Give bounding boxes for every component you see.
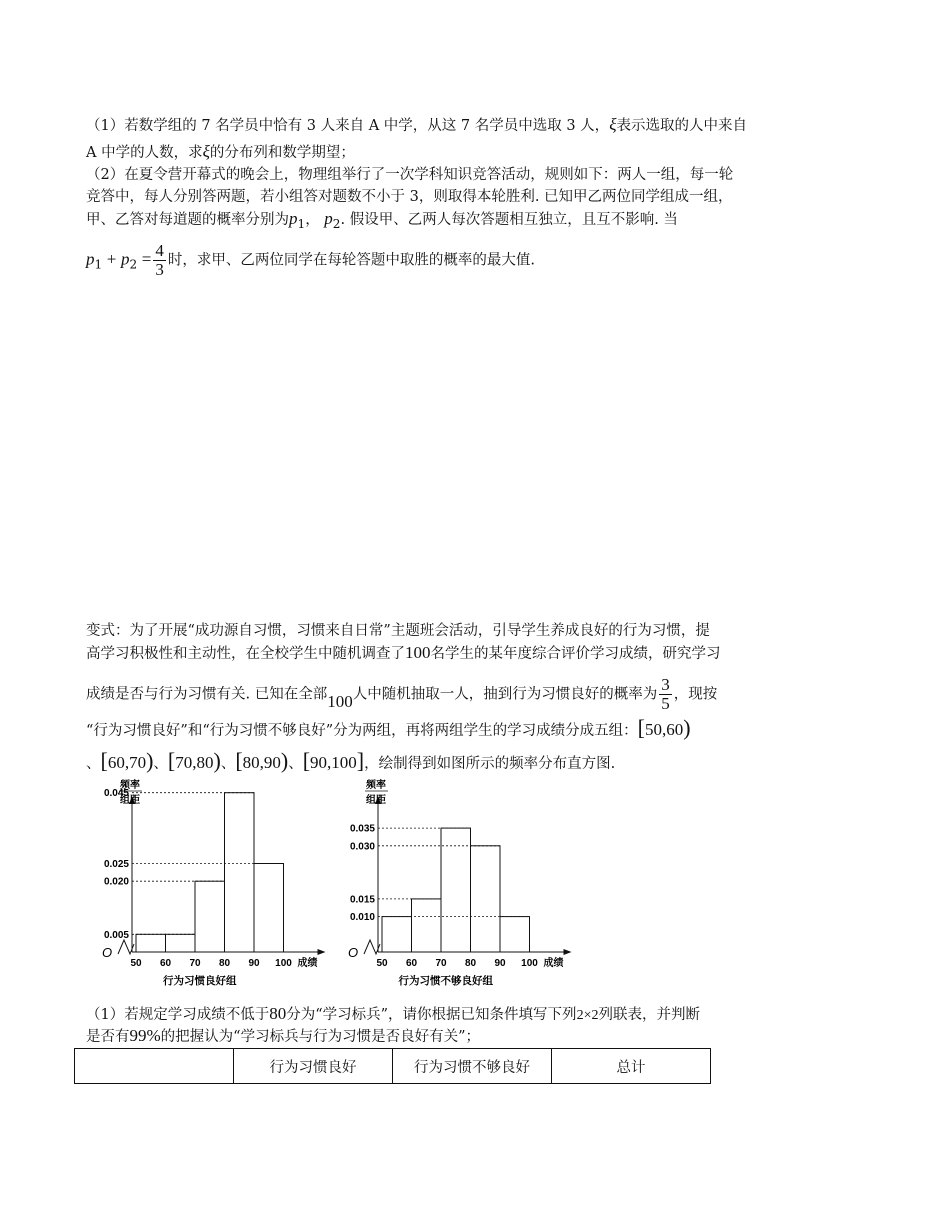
origin-label: O xyxy=(348,945,359,960)
histogram-bar xyxy=(136,934,166,952)
ytick-label: 0.015 xyxy=(349,894,375,906)
histogram-bar xyxy=(471,846,501,952)
ylabel-top: 频率 xyxy=(120,780,140,791)
histogram-bar xyxy=(166,934,196,952)
ytick-label: 0.005 xyxy=(103,929,129,941)
ytick-label: 0.045 xyxy=(103,788,129,800)
histogram-bar xyxy=(225,793,255,952)
xi-symbol: ξ xyxy=(609,115,617,134)
problem1-line2: A 中学的人数，求ξ的分布列和数学期望； xyxy=(86,142,355,161)
variant-line4: “行为习惯良好”和“行为习惯不够良好”分为两组，再将两组学生的学习成绩分成五组：[50,60) xyxy=(86,715,691,740)
chart-title: 行为习惯不够良好组 xyxy=(398,975,493,987)
histogram-bar xyxy=(382,917,412,952)
xtick-label: 60 xyxy=(405,958,418,969)
xtick-label: 50 xyxy=(130,958,142,969)
problem1-line4: 竞答中，每人分别答两题，若小组答对题数不小于 3，则取得本轮胜利. 已知甲乙两位同学组成一组， xyxy=(86,189,733,205)
x-axis-arrow xyxy=(564,949,572,955)
xtick-label: 80 xyxy=(464,958,477,969)
xlabel: 成绩 xyxy=(297,958,318,969)
histogram-bar xyxy=(412,899,442,952)
fraction-4-3: $\frac{4}{3}$ xyxy=(155,241,164,279)
ylabel-bottom: 组距 xyxy=(366,795,386,806)
ylabel-bottom: 组距 xyxy=(120,795,140,806)
histogram-bar xyxy=(441,828,471,952)
table-header-good: 行为习惯良好 xyxy=(234,1049,393,1084)
variant-line5: 、[60,70)、[70,80)、[80,90)、[90,100]，绘制得到如图所示的频率分布直方图. xyxy=(86,748,616,773)
xtick-label: 60 xyxy=(159,958,172,969)
ytick-label: 0.035 xyxy=(349,823,375,835)
ylabel-top: 频率 xyxy=(366,780,386,791)
table-row xyxy=(75,1049,711,1084)
xtick-label: 70 xyxy=(189,958,201,969)
problem1-line6: $p_1 + p_2$ = $\frac{4}{3}$ 时，求甲、乙两位同学在每轮答题中取胜的概率的最大值. xyxy=(86,241,535,279)
ytick-label: 0.010 xyxy=(349,912,375,924)
problem1-line3: （2）在夏令营开幕式的晚会上，物理组举行了一次学科知识竞答活动，规则如下：两人一组，每一轮 xyxy=(86,167,734,183)
x-axis-arrow xyxy=(318,949,326,955)
variant-line3: 成绩是否与行为习惯有关. 已知在全部100人中随机抽取一人，抽到行为习惯良好的概率为 $\frac{3}{5}$ ，现按 xyxy=(86,675,718,713)
xtick-label: 80 xyxy=(218,958,231,969)
histogram-bar xyxy=(254,864,284,953)
xtick-label: 100 xyxy=(275,958,292,969)
chart-title: 行为习惯良好组 xyxy=(163,975,237,987)
problem1-line5: 甲、乙答对每道题的概率分别为$p_1$， $p_2$. 假设甲、乙两人每次答题相互独立，且互不影响. 当 xyxy=(86,209,678,231)
question1-line2: 是否有99%的把握认为“学习标兵与行为习惯是否良好有关”； xyxy=(86,1026,480,1045)
ytick-label: 0.020 xyxy=(103,876,129,888)
problem1-line1: （1）若数学组的 7 名学员中恰有 3 人来自 A 中学，从这 7 名学员中选取 3 人，ξ表示选取的人中来自 xyxy=(86,115,747,134)
variant-line1: 变式：为了开展“成功源自习惯，习惯来自日常”主题班会活动，引导学生养成良好的行为习惯，提 xyxy=(86,623,710,639)
question1-line1: （1）若规定学习成绩不低于80分为“学习标兵”，请你根据已知条件填写下列2×2列联表，并判断 xyxy=(86,1004,700,1023)
xtick-label: 90 xyxy=(248,958,260,969)
histogram-good-habits xyxy=(84,778,334,988)
table-header-blank xyxy=(75,1049,234,1084)
xtick-label: 90 xyxy=(494,958,506,969)
table-header-poor: 行为习惯不够良好 xyxy=(393,1049,552,1084)
histogram-bar xyxy=(195,881,225,952)
table-header-total: 总计 xyxy=(552,1049,711,1084)
xtick-label: 100 xyxy=(521,958,538,969)
ytick-label: 0.025 xyxy=(103,859,129,870)
histogram-poor-habits xyxy=(330,778,580,988)
ytick-label: 0.030 xyxy=(349,841,375,853)
histogram-bar xyxy=(500,917,530,952)
fraction-3-5: $\frac{3}{5}$ xyxy=(661,675,670,713)
variant-line2: 高学习积极性和主动性，在全校学生中随机调查了100名学生的某年度综合评价学习成绩，研究学习 xyxy=(86,643,721,662)
origin-label: O xyxy=(102,945,113,960)
xtick-label: 70 xyxy=(435,958,447,969)
xlabel: 成绩 xyxy=(543,958,564,969)
xtick-label: 50 xyxy=(376,958,388,969)
contingency-table xyxy=(74,1048,711,1084)
